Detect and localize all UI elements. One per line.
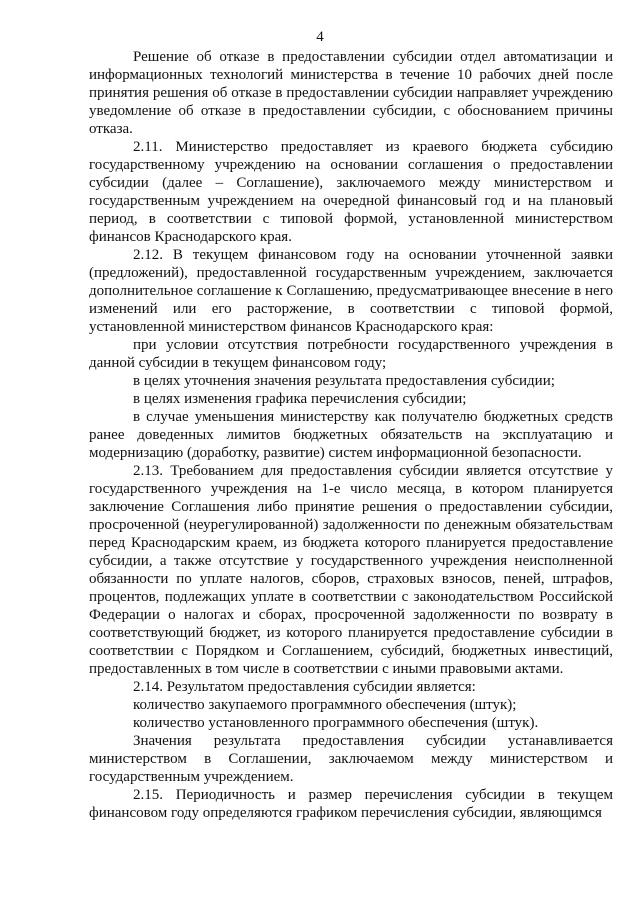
paragraph-2-12: 2.12. В текущем финансовом году на основании уточненной заявки (предложений), предоставленной государственным учреждением, заключается дополнительное соглашение к Соглашению, предусматривающее внесение в него изменений или его расторжение, в соответствии с типовой формой, установленной министерством финансов Краснодарского края:	[89, 247, 613, 335]
paragraph-2-14: 2.14. Результатом предоставления субсидии является:	[133, 679, 476, 695]
paragraph-refusal-notice: Решение об отказе в предоставлении субсидии отдел автоматизации и информационных технологий министерства в течение 10 рабочих дней после принятия решения об отказе в предоставлении субсидии направляет учреждению уведомление об отказе в предоставлении субсидии, с обоснованием причины отказа.	[89, 49, 613, 137]
document-body	[89, 48, 613, 822]
page-number: 4	[316, 29, 324, 45]
list-item-purchased-software: количество закупаемого программного обеспечения (штук);	[133, 697, 517, 713]
paragraph-2-15: 2.15. Периодичность и размер перечисления субсидии в текущем финансовом году определяются графиком перечисления субсидии, являющимся	[89, 787, 613, 821]
paragraph-result-values: Значения результата предоставления субсидии устанавливается министерством в Соглашении, заключаемом между министерством и государственным учреждением.	[89, 733, 613, 785]
list-item-installed-software: количество установленного программного обеспечения (штук).	[133, 715, 539, 731]
list-item-limit-reduction: в случае уменьшения министерству как получателю бюджетных средств ранее доведенных лимитов бюджетных обязательств на эксплуатацию и модернизацию (доработку, развитие) систем информационной безопасности.	[89, 409, 613, 461]
list-item-result-value: в целях уточнения значения результата предоставления субсидии;	[133, 373, 555, 389]
paragraph-2-11: 2.11. Министерство предоставляет из краевого бюджета субсидию государственному учреждению на основании соглашения о предоставлении субсидии (далее – Соглашение), заключаемого между министерством и государственным учреждением на очередной финансовый год и на плановый период, в соответствии с типовой формой, установленной министерством финансов Краснодарского края.	[89, 139, 613, 245]
list-item-no-need: при условии отсутствия потребности государственного учреждения в данной субсидии в текущем финансовом году;	[89, 337, 613, 371]
paragraph-2-13: 2.13. Требованием для предоставления субсидии является отсутствие у государственного учреждения на 1-е число месяца, в котором планируется заключение Соглашения либо принятие решения о предоставлении субсидии, просроченной (неурегулированной) задолженности по денежным обязательствам перед Краснодарским краем, из бюджета которого планируется предоставление субсидии, а также отсутствие у государственного учреждения неисполненной обязанности по уплате налогов, сборов, страховых взносов, пеней, штрафов, процентов, подлежащих уплате в соответствии с законодательством Российской Федерации о налогах и сборах, просроченной задолженности по возврату в соответствующий бюджет, из которого планируется предоставление субсидии в соответствии с Порядком и Соглашением, субсидий, бюджетных инвестиций, предоставленных в том числе в соответствии с иными правовыми актами.	[89, 463, 613, 677]
list-item-schedule-change: в целях изменения графика перечисления субсидии;	[133, 391, 467, 407]
